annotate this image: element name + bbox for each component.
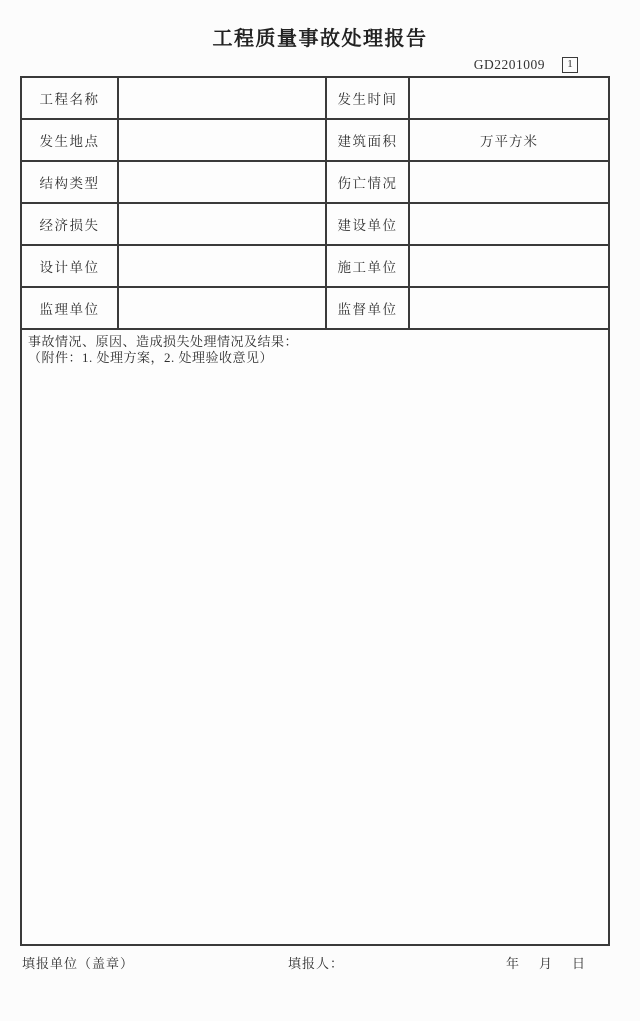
value-project-name [118,77,326,119]
value-supervision-unit [118,287,326,329]
date-month-label: 月 [538,956,553,971]
label-occurrence-time: 发生时间 [326,77,409,119]
value-occurrence-time [409,77,609,119]
page-number: 1 [567,58,573,70]
value-casualties [409,161,609,203]
label-project-name: 工程名称 [21,77,118,119]
date-year-label: 年 [505,956,520,971]
label-casualties: 伤亡情况 [326,161,409,203]
footer [20,953,610,971]
fill-unit-label: 填报单位（盖章） [22,956,135,971]
label-building-area: 建筑面积 [326,119,409,161]
form-code: GD2201009 [473,56,545,72]
table-row [21,287,609,329]
label-economic-loss: 经济损失 [21,203,118,245]
table-row [21,161,609,203]
label-client-unit: 建设单位 [326,203,409,245]
label-construction-unit: 施工单位 [326,245,409,287]
label-supervision-unit: 监理单位 [21,287,118,329]
value-client-unit [409,203,609,245]
value-oversight-unit [409,287,609,329]
value-building-area-unit: 万平方米 [409,119,609,161]
value-occurrence-place [118,119,326,161]
date-labels [506,953,586,972]
label-oversight-unit: 监督单位 [326,287,409,329]
label-design-unit: 设计单位 [21,245,118,287]
label-structure-type: 结构类型 [21,161,118,203]
accident-detail-cell [21,329,609,945]
value-design-unit [118,245,326,287]
table-row [21,245,609,287]
filler-label: 填报人： [288,956,345,971]
label-occurrence-place: 发生地点 [21,119,118,161]
report-table [20,76,610,946]
form-code-row [20,55,610,74]
detail-attachment-note: （附件：1. 处理方案，2. 处理验收意见） [28,350,274,365]
page-number-box [562,57,578,73]
detail-row [21,329,609,945]
value-construction-unit [409,245,609,287]
page-title: 工程质量事故处理报告 [212,28,428,50]
table-row [21,77,609,119]
value-economic-loss [118,203,326,245]
table-row [21,119,609,161]
value-structure-type [118,161,326,203]
table-row [21,203,609,245]
detail-heading: 事故情况、原因、造成损失处理情况及结果： [28,334,299,349]
date-day-label: 日 [571,956,586,971]
